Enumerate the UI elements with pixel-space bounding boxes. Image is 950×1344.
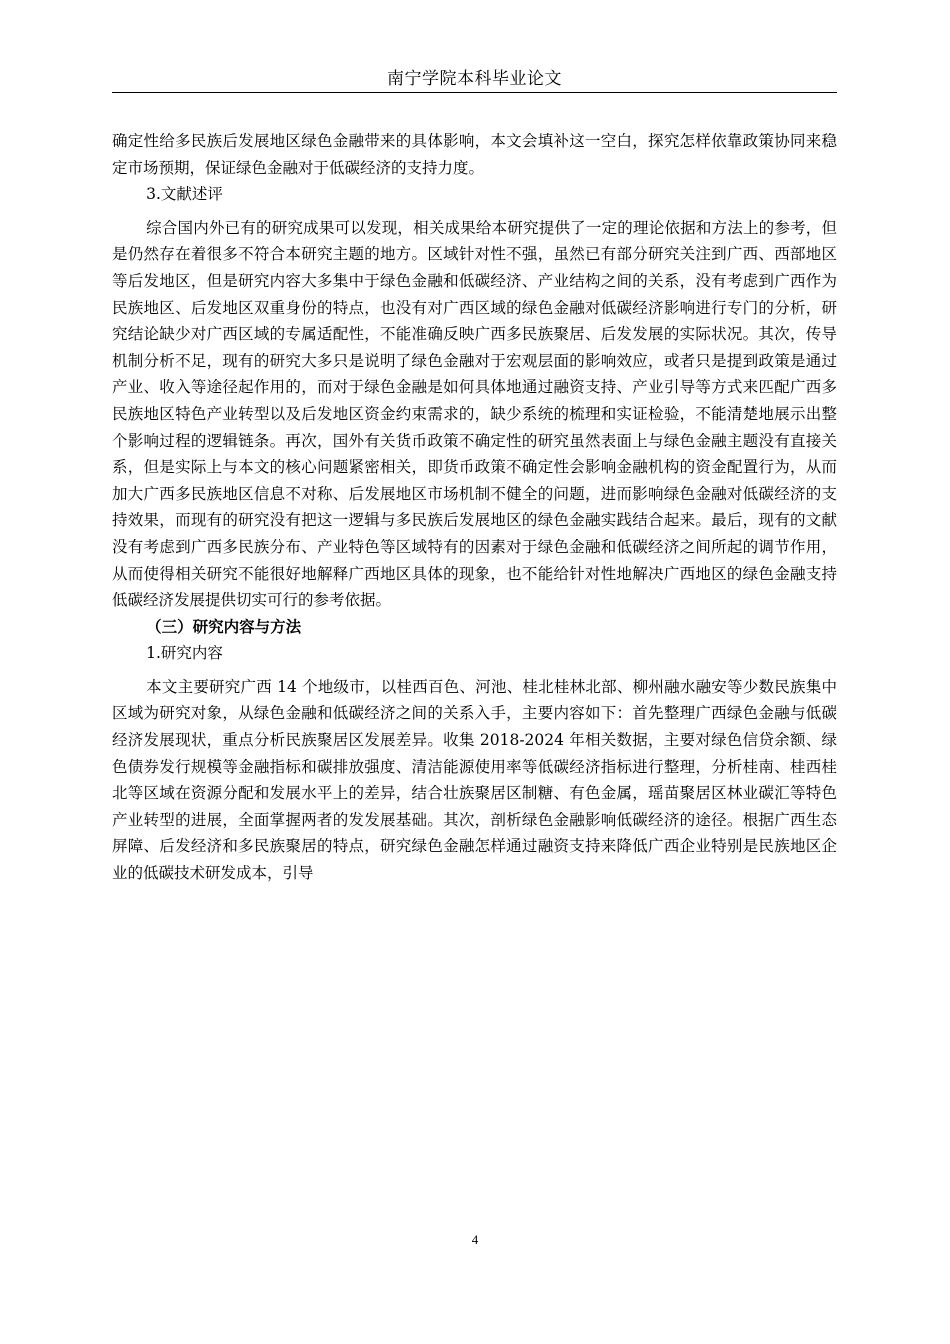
subsection-heading-research-content: 1.研究内容 [146,644,223,663]
page-body [112,128,837,887]
header-divider [112,92,837,93]
paragraph-research-content: 本文主要研究广西 14 个地级市，以桂西百色、河池、桂北桂林北部、柳州融水融安等少数民族集中区域为研究对象，从绿色金融和低碳经济之间的关系入手，主要内容如下：首先整理广西绿色金融与低碳经济发展现状，重点分析民族聚居区发展差异。收集 2018-2024 年相关数据，主要对绿色信贷余额、绿色债券发行规模等金融指标和碳排放强度、清洁能源使用率等低碳经济指标进行整理，分析桂南、桂西桂北等区域在资源分配和发展水平上的差异，结合壮族聚居区制糖、有色金属，瑶苗聚居区林业碳汇等特色产业转型的进展，全面掌握两者的发发展基础。其次，剖析绿色金融影响低碳经济的途径。根据广西生态屏障、后发经济和多民族聚居的特点，研究绿色金融怎样通过融资支持来降低广西企业特别是民族地区企业的低碳技术研发成本，引导 [112,677,837,883]
paragraph-continued: 确定性给多民族后发展地区绿色金融带来的具体影响，本文会填补这一空白，探究怎样依靠政策协同来稳定市场预期，保证绿色金融对于低碳经济的支持力度。 [112,132,837,177]
running-header: 南宁学院本科毕业论文 [387,69,562,89]
section-heading-research-content-methods: （三）研究内容与方法 [146,617,302,636]
paragraph-literature-review: 综合国内外已有的研究成果可以发现，相关成果给本研究提供了一定的理论依据和方法上的参考，但是仍然存在着很多不符合本研究主题的地方。区域针对性不强，虽然已有部分研究关注到广西、西部地区等后发地区，但是研究内容大多集中于绿色金融和低碳经济、产业结构之间的关系，没有考虑到广西作为民族地区、后发地区双重身份的特点，也没有对广西区域的绿色金融对低碳经济影响进行专门的分析，研究结论缺少对广西区域的专属适配性，不能准确反映广西多民族聚居、后发发展的实际状况。其次，传导机制分析不足，现有的研究大多只是说明了绿色金融对于宏观层面的影响效应，或者只是提到政策是通过产业、收入等途径起作用的，而对于绿色金融是如何具体地通过融资支持、产业引导等方式来匹配广西多民族地区特色产业转型以及后发地区资金约束需求的，缺少系统的梳理和实证检验，不能清楚地展示出整个影响过程的逻辑链条。再次，国外有关货币政策不确定性的研究虽然表面上与绿色金融主题没有直接关系，但是实际上与本文的核心问题紧密相关，即货币政策不确定性会影响金融机构的资金配置行为，从而加大广西多民族地区信息不对称、后发展地区市场机制不健全的问题，进而影响绿色金融对低碳经济的支持效果，而现有的研究没有把这一逻辑与多民族后发展地区的绿色金融实践结合起来。最后，现有的文献没有考虑到广西多民族分布、产业特色等区域特有的因素对于绿色金融和低碳经济之间所起的调节作用，从而使得相关研究不能很好地解释广西地区具体的现象，也不能给针对性地解决广西地区的绿色金融支持低碳经济发展提供切实可行的参考依据。 [112,218,837,610]
subsection-heading-literature-review: 3.文献述评 [146,185,223,204]
page-number: 4 [471,1232,479,1247]
